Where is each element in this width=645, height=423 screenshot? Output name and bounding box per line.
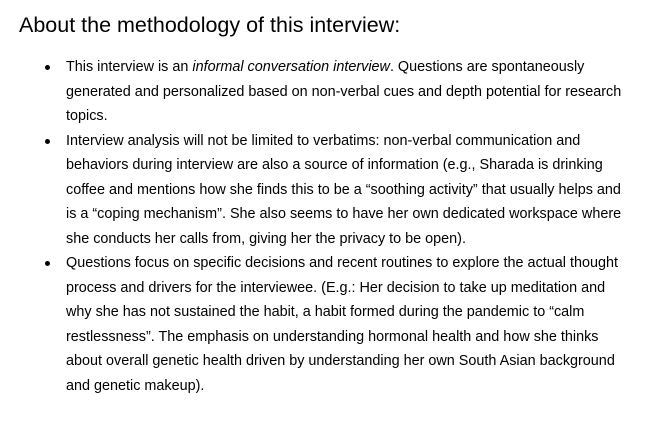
bullet-text-prefix: This interview is an [66, 59, 193, 75]
bullet-text: Questions focus on specific decisions and recent routines to explore the actual thought process and drivers for the interviewee. (E.g.: Her decision to take up meditation and why she has not sustained the habit, a habit formed during the pandemic to “calm restlessness”. The emphasis on understanding hormonal health and how she thinks about overall genetic health driven by understanding her own South Asian background and genetic makeup). [66, 255, 618, 394]
bullet-dot-icon [45, 261, 50, 266]
section-heading: About the methodology of this interview: [19, 13, 401, 37]
bullet-item-analysis [0, 129, 645, 252]
methodology-bullet-list [0, 55, 645, 398]
bullet-text-suffix: . Questions are spontaneously generated and personalized based on non-verbal cues and depth potential for research topics. [66, 59, 622, 124]
bullet-dot-icon [45, 65, 50, 70]
bullet-text-italic-term: informal conversation interview [192, 59, 390, 75]
bullet-text: Interview analysis will not be limited to verbatims: non-verbal communication and behaviors during interview are also a source of information (e.g., Sharada is drinking coffee and mentions how she finds this to be a “soothing activity” that usually helps and is a “coping mechanism”. She also seems to have her own dedicated workspace where she conducts her calls from, giving her the privacy to be open). [66, 132, 622, 247]
bullet-dot-icon [45, 139, 50, 144]
bullet-item-informal-interview [0, 55, 645, 129]
bullet-item-question-focus [0, 251, 645, 398]
